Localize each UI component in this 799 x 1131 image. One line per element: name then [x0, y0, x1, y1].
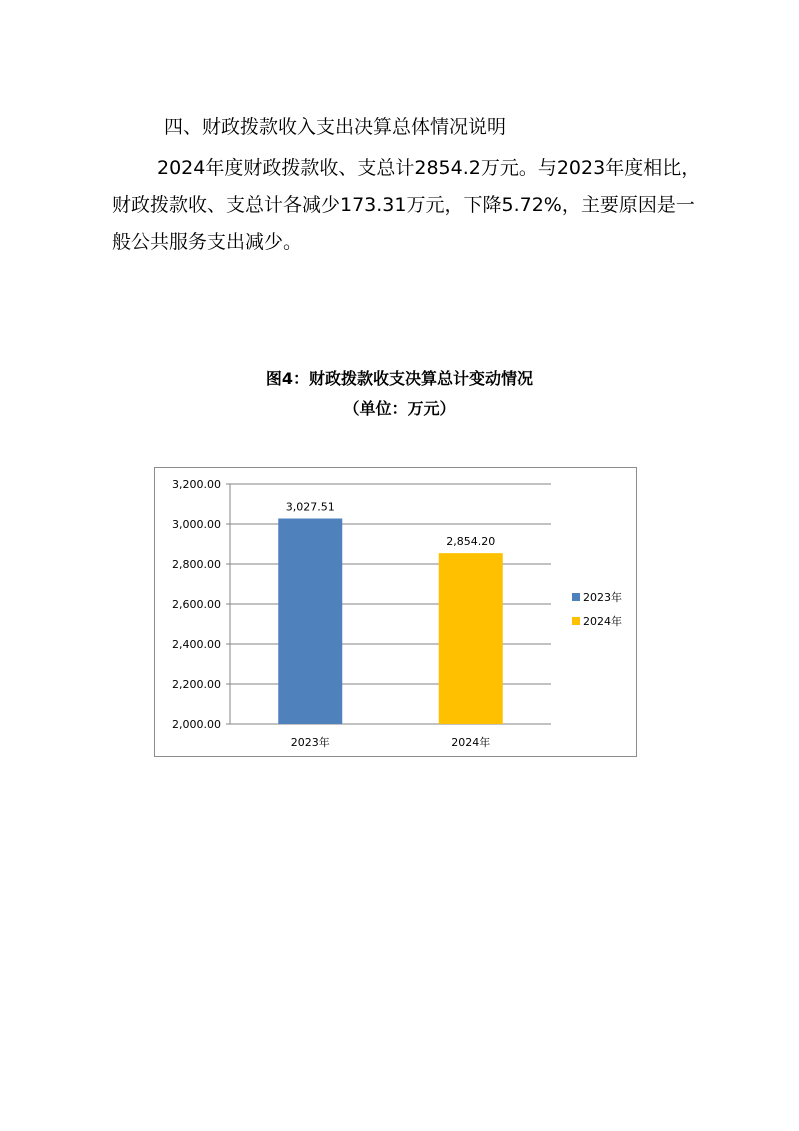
chart-unit: （单位：万元）	[343, 399, 456, 418]
y-tick-label: 3,000.00	[172, 518, 221, 531]
y-axis-ticks	[172, 478, 221, 731]
section-heading: 四、财政拨款收入支出决算总体情况说明	[164, 116, 507, 138]
legend-swatch	[572, 617, 580, 625]
chart-title: 图4：财政拨款收支决算总计变动情况	[265, 369, 534, 388]
y-tick-label: 2,000.00	[172, 718, 221, 731]
y-tick-label: 2,600.00	[172, 598, 221, 611]
data-label: 3,027.51	[285, 500, 335, 514]
x-axis-ticks	[291, 735, 491, 749]
chart-bars	[278, 518, 503, 724]
chart-svg	[155, 468, 636, 756]
legend-label: 2023年	[583, 591, 622, 604]
legend-swatch	[572, 593, 580, 601]
x-tick-label: 2024年	[451, 736, 491, 749]
y-tick-label: 3,200.00	[172, 478, 221, 491]
x-tick-label: 2023年	[290, 736, 330, 749]
y-tick-label: 2,400.00	[172, 638, 221, 651]
bar	[439, 553, 503, 724]
legend-label: 2024年	[583, 615, 622, 628]
chart-legend	[572, 590, 622, 628]
y-tick-label: 2,800.00	[172, 558, 221, 571]
bar	[278, 518, 342, 724]
y-tick-label: 2,200.00	[172, 678, 221, 691]
summary-paragraph: 2024年度财政拨款收、支总计2854.2万元。与2023年度相比，财政拨款收、支总计各减少173.31万元，下降5.72%，主要原因是一般公共服务支出减少。	[112, 157, 701, 253]
data-label: 2,854.20	[446, 535, 496, 549]
bar-chart	[154, 467, 637, 757]
